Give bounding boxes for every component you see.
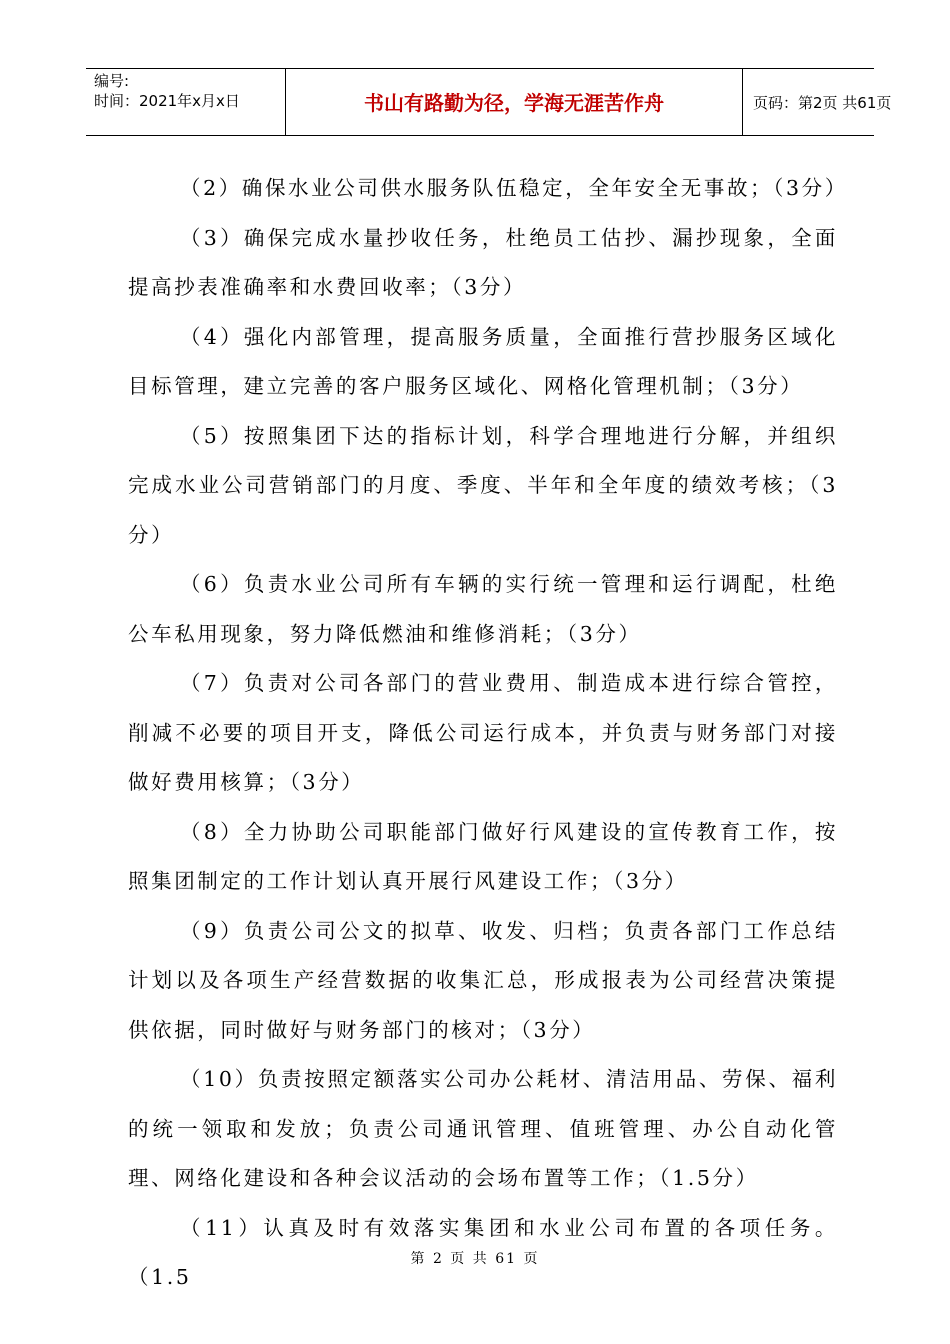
paragraph-item-3: （3）确保完成水量抄收任务，杜绝员工估抄、漏抄现象，全面提高抄表准确率和水费回收率；（3分）	[128, 225, 838, 299]
paragraph-item-4: （4）强化内部管理，提高服务质量，全面推行营抄服务区域化目标管理，建立完善的客户服务区域化、网格化管理机制；（3分）	[128, 324, 838, 398]
paragraph-item-7: （7）负责对公司各部门的营业费用、制造成本进行综合管控，削减不必要的项目开支，降低公司运行成本，并负责与财务部门对接做好费用核算；（3分）	[128, 671, 838, 794]
paragraph-item-6: （6）负责水业公司所有车辆的实行统一管理和运行调配，杜绝公车私用现象，努力降低燃油和维修消耗；（3分）	[128, 572, 838, 646]
header-motto: 书山有路勤为径，学海无涯苦作舟	[286, 69, 743, 135]
paragraph-item-2: （2）确保水业公司供水服务队伍稳定，全年安全无事故；（3分）	[180, 176, 848, 200]
document-time-label: 时间：2021年x月x日	[94, 92, 240, 110]
paragraph-item-11: （11）认真及时有效落实集团和水业公司布置的各项任务。（1.5	[128, 1215, 838, 1289]
paragraph-item-5: （5）按照集团下达的指标计划，科学合理地进行分解，并组织完成水业公司营销部门的月度、季度、半年和全年度的绩效考核；（3分）	[128, 423, 838, 547]
document-body	[128, 164, 848, 1303]
header-page-info	[743, 69, 892, 135]
paragraph-item-8: （8）全力协助公司职能部门做好行风建设的宣传教育工作，按照集团制定的工作计划认真开展行风建设工作；（3分）	[128, 819, 838, 893]
document-number-label: 编号:	[94, 72, 130, 90]
header-meta-cell	[86, 69, 286, 135]
header-page-info-text: 页码：第2页 共61页	[753, 94, 892, 112]
paragraph-item-10: （10）负责按照定额落实公司办公耗材、清洁用品、劳保、福利的统一领取和发放；负责公司通讯管理、值班管理、办公自动化管理、网络化建设和各种会议活动的会场布置等工作；（1.5分）	[128, 1067, 838, 1190]
page-footer: 第 2 页 共 61 页	[410, 1251, 540, 1267]
paragraph-item-9: （9）负责公司公文的拟草、收发、归档；负责各部门工作总结计划以及各项生产经营数据的收集汇总，形成报表为公司经营决策提供依据，同时做好与财务部门的核对；（3分）	[128, 918, 838, 1042]
document-header	[86, 68, 892, 136]
